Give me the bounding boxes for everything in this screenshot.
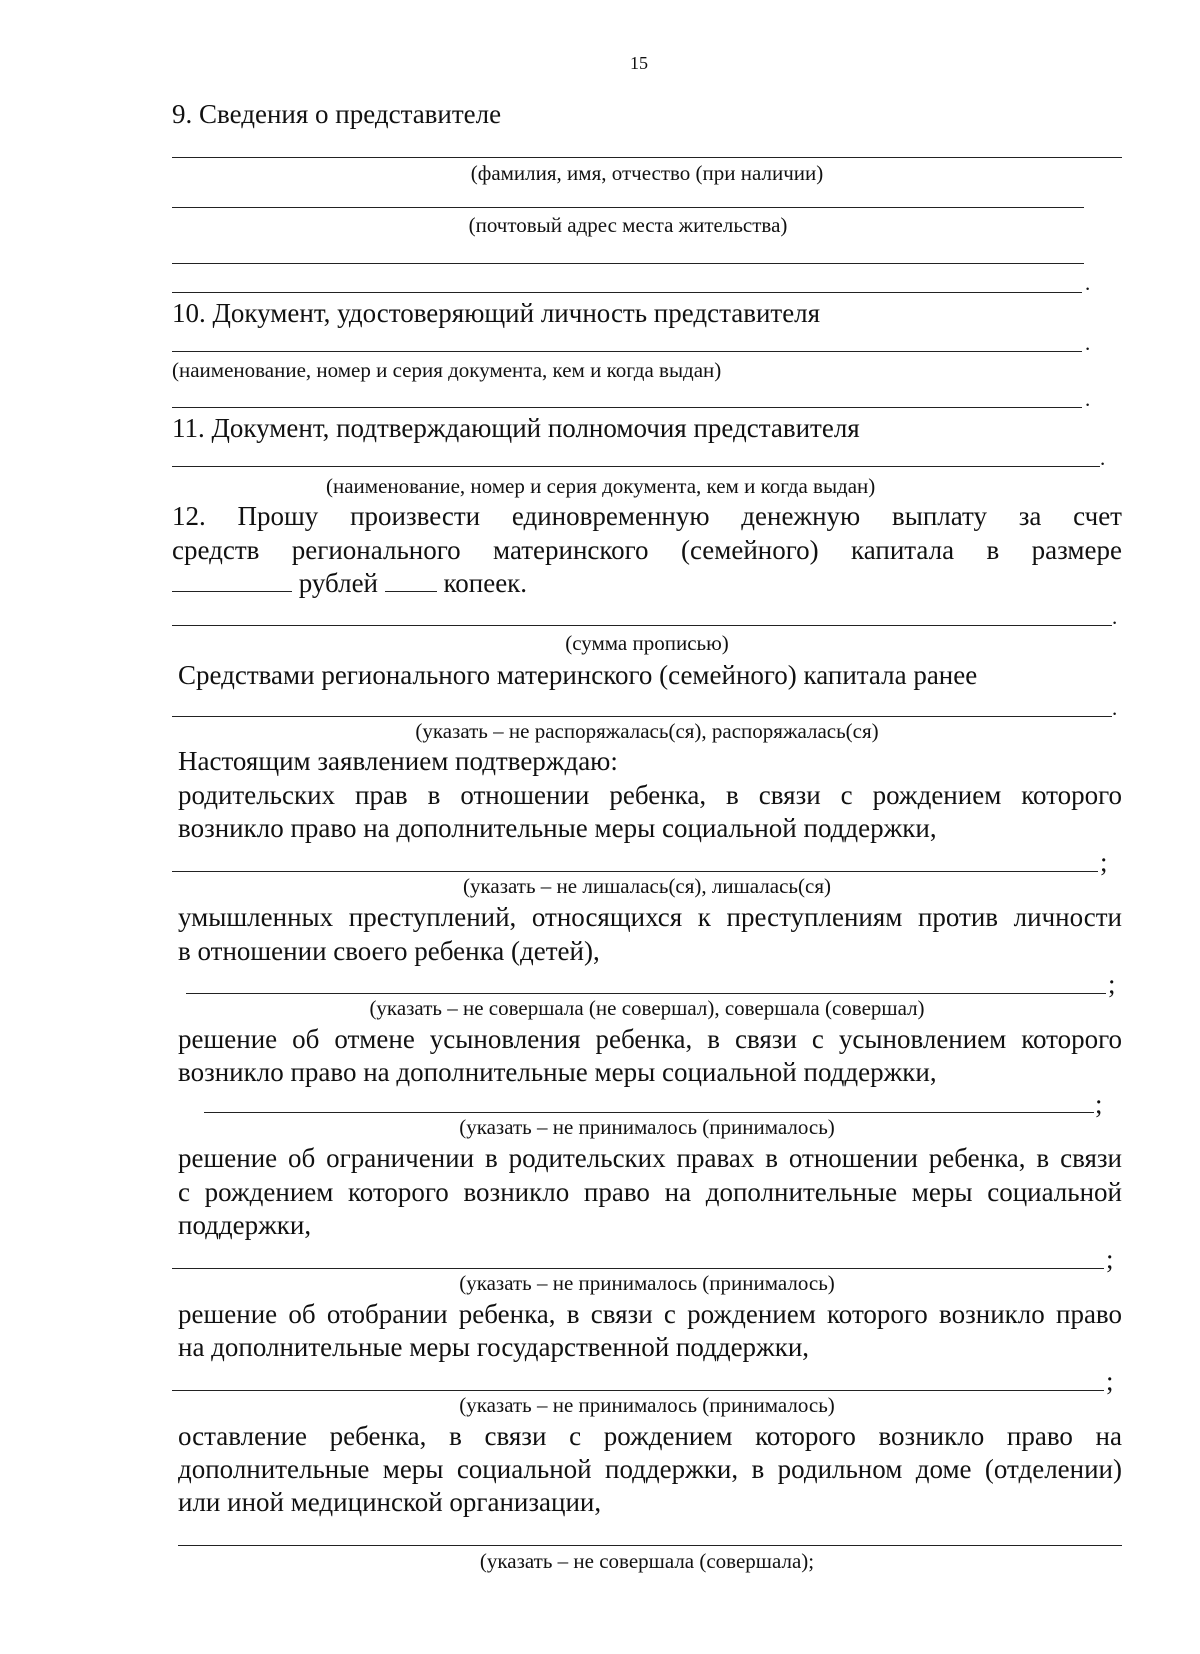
identity-line-1-period: . bbox=[1085, 331, 1091, 355]
kopeks-blank[interactable] bbox=[385, 567, 437, 592]
adoption-cancel-line-1: решение об отмене усыновления ребенка, в связи с усыновлением которого bbox=[178, 1024, 1122, 1054]
parental-rights-hint: (указать – не лишалась(ся), лишалась(ся) bbox=[463, 874, 831, 898]
section-12-line-2: средств регионального материнского (семейного) капитала в размере bbox=[172, 535, 1122, 565]
amount-row bbox=[172, 567, 527, 599]
rights-restriction-semicolon: ; bbox=[1106, 1244, 1114, 1274]
section-10-title: 10. Документ, удостоверяющий личность представителя bbox=[172, 298, 821, 328]
rights-restriction-line-1: решение об ограничении в родительских правах в отношении ребенка, в связи bbox=[178, 1143, 1122, 1173]
child-removal-line[interactable] bbox=[172, 1390, 1104, 1391]
prior-use-line-period: . bbox=[1112, 696, 1118, 720]
address-line-2[interactable] bbox=[172, 263, 1084, 264]
representative-name-hint: (фамилия, имя, отчество (при наличии) bbox=[470, 161, 824, 185]
child-abandonment-line-3: или иной медицинской организации, bbox=[178, 1487, 602, 1517]
child-abandonment-hint: (указать – не совершала (совершала); bbox=[479, 1549, 815, 1573]
parental-rights-line-1: родительских прав в отношении ребенка, в связи с рождением которого bbox=[178, 780, 1122, 810]
crimes-hint: (указать – не совершала (не совершал), совершала (совершал) bbox=[369, 996, 925, 1020]
rights-restriction-line-3: поддержки, bbox=[178, 1210, 312, 1240]
child-removal-line-1: решение об отобрании ребенка, в связи с рождением которого возникло право bbox=[178, 1299, 1122, 1329]
crimes-line-2: в отношении своего ребенка (детей), bbox=[178, 936, 600, 966]
child-abandonment-line-1: оставление ребенка, в связи с рождением которого возникло право на bbox=[178, 1421, 1122, 1451]
rights-restriction-hint: (указать – не принималось (принималось) bbox=[459, 1271, 835, 1295]
identity-document-line-1[interactable] bbox=[172, 351, 1082, 352]
authority-line-period: . bbox=[1100, 446, 1106, 470]
section-12-line-1: 12. Прошу произвести единовременную денежную выплату за счет bbox=[172, 501, 1122, 531]
child-removal-semicolon: ; bbox=[1106, 1366, 1114, 1396]
child-abandonment-line[interactable] bbox=[178, 1545, 1122, 1546]
address-line-1[interactable] bbox=[172, 207, 1084, 208]
parental-rights-line[interactable] bbox=[172, 871, 1098, 872]
rubles-blank[interactable] bbox=[172, 567, 292, 592]
page-number: 15 bbox=[630, 53, 648, 73]
rights-restriction-line-2: с рождением которого возникло право на дополнительные меры социальной bbox=[178, 1177, 1122, 1207]
prior-use-text: Средствами регионального материнского (семейного) капитала ранее bbox=[178, 660, 978, 690]
amount-in-words-hint: (сумма прописью) bbox=[565, 631, 729, 655]
address-line-period: . bbox=[1085, 271, 1091, 295]
amount-line-period: . bbox=[1112, 605, 1118, 629]
child-removal-hint: (указать – не принималось (принималось) bbox=[459, 1393, 835, 1417]
amount-in-words-line[interactable] bbox=[172, 625, 1112, 626]
authority-document-line[interactable] bbox=[172, 466, 1100, 467]
parental-rights-line-2: возникло право на дополнительные меры социальной поддержки, bbox=[178, 813, 937, 843]
representative-address-hint: (почтовый адрес места жительства) bbox=[468, 213, 788, 237]
identity-document-line-2[interactable] bbox=[172, 407, 1082, 408]
representative-name-line[interactable] bbox=[172, 157, 1122, 158]
address-line-3[interactable] bbox=[172, 292, 1082, 293]
section-11-title: 11. Документ, подтверждающий полномочия представителя bbox=[172, 413, 860, 443]
child-removal-line-2: на дополнительные меры государственной поддержки, bbox=[178, 1332, 810, 1362]
rights-restriction-line[interactable] bbox=[172, 1268, 1104, 1269]
adoption-cancel-semicolon: ; bbox=[1095, 1089, 1103, 1119]
crimes-line[interactable] bbox=[186, 993, 1106, 994]
crimes-semicolon: ; bbox=[1108, 969, 1116, 999]
authority-document-hint: (наименование, номер и серия документа, кем и когда выдан) bbox=[326, 474, 876, 498]
section-9-title: 9. Сведения о представителе bbox=[172, 99, 502, 129]
kopeks-label: копеек. bbox=[443, 568, 528, 598]
child-abandonment-line-2: дополнительные меры социальной поддержки, в родильном доме (отделении) bbox=[178, 1454, 1122, 1484]
identity-line-2-period: . bbox=[1085, 387, 1091, 411]
adoption-cancel-line[interactable] bbox=[204, 1112, 1094, 1113]
adoption-cancel-line-2: возникло право на дополнительные меры социальной поддержки, bbox=[178, 1057, 937, 1087]
identity-document-hint: (наименование, номер и серия документа, кем и когда выдан) bbox=[172, 358, 722, 382]
confirm-heading: Настоящим заявлением подтверждаю: bbox=[178, 746, 618, 776]
prior-use-line[interactable] bbox=[172, 716, 1112, 717]
parental-rights-semicolon: ; bbox=[1100, 847, 1108, 877]
crimes-line-1: умышленных преступлений, относящихся к преступлениям против личности bbox=[178, 902, 1122, 932]
adoption-cancel-hint: (указать – не принималось (принималось) bbox=[459, 1115, 835, 1139]
prior-use-hint: (указать – не распоряжалась(ся), распоряжалась(ся) bbox=[415, 719, 879, 743]
rubles-label: рублей bbox=[298, 568, 379, 598]
